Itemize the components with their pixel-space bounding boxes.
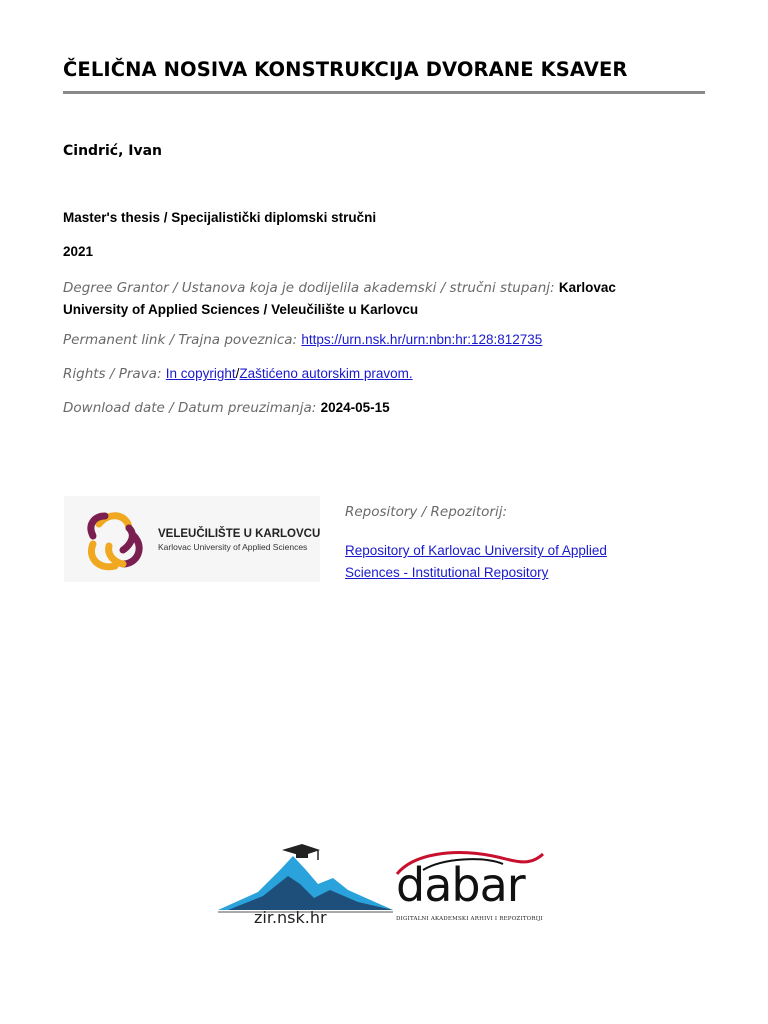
rights-link-zasticeno[interactable]: Zaštićeno autorskim pravom.	[239, 366, 413, 381]
dabar-logo-subtitle: DIGITALNI AKADEMSKI ARHIVI I REPOZITORIJI	[396, 916, 543, 922]
zir-logo-text: zir.nsk.hr	[254, 908, 327, 927]
thesis-type: Master's thesis / Specijalistički diplomski stručni	[63, 210, 377, 225]
institution-emblem-icon	[79, 506, 149, 576]
document-title: ČELIČNA NOSIVA KONSTRUKCIJA DVORANE KSAVER	[63, 58, 628, 81]
download-date-label: Download date / Datum preuzimanja:	[63, 400, 317, 416]
degree-grantor-value: Karlovac University of Applied Sciences / Veleučilište u Karlovcu	[63, 280, 616, 317]
rights-separator: /	[235, 366, 240, 381]
download-date-row	[63, 400, 390, 416]
rights-link-copyright[interactable]: In copyright	[165, 366, 236, 381]
permanent-link[interactable]: https://urn.nsk.hr/urn:nbn:hr:128:812735	[301, 332, 543, 347]
repository-link-block	[345, 540, 635, 584]
permanent-link-row	[63, 332, 542, 348]
repository-label: Repository / Repozitorij:	[345, 504, 508, 520]
institution-logo[interactable]	[64, 496, 320, 582]
institution-logo-name: VELEUČILIŠTE U KARLOVCU	[158, 528, 321, 540]
permanent-link-label: Permanent link / Trajna poveznica:	[63, 332, 298, 348]
repository-link[interactable]: Repository of Karlovac University of Applied Sciences - Institutional Repository	[345, 543, 607, 580]
rights-row	[63, 366, 413, 382]
institution-logo-subtitle: Karlovac University of Applied Sciences	[158, 542, 308, 552]
download-date-value: 2024-05-15	[320, 400, 390, 415]
zir-logo-icon[interactable]	[218, 840, 393, 915]
dabar-logo-text: dabar	[396, 858, 525, 912]
degree-grantor-label: Degree Grantor / Ustanova koja je dodijelila akademski / stručni stupanj:	[63, 280, 555, 296]
title-divider	[63, 91, 705, 94]
thesis-year: 2021	[63, 244, 94, 259]
author-name: Cindrić, Ivan	[63, 143, 163, 159]
degree-grantor	[63, 277, 673, 321]
rights-label: Rights / Prava:	[63, 366, 162, 382]
